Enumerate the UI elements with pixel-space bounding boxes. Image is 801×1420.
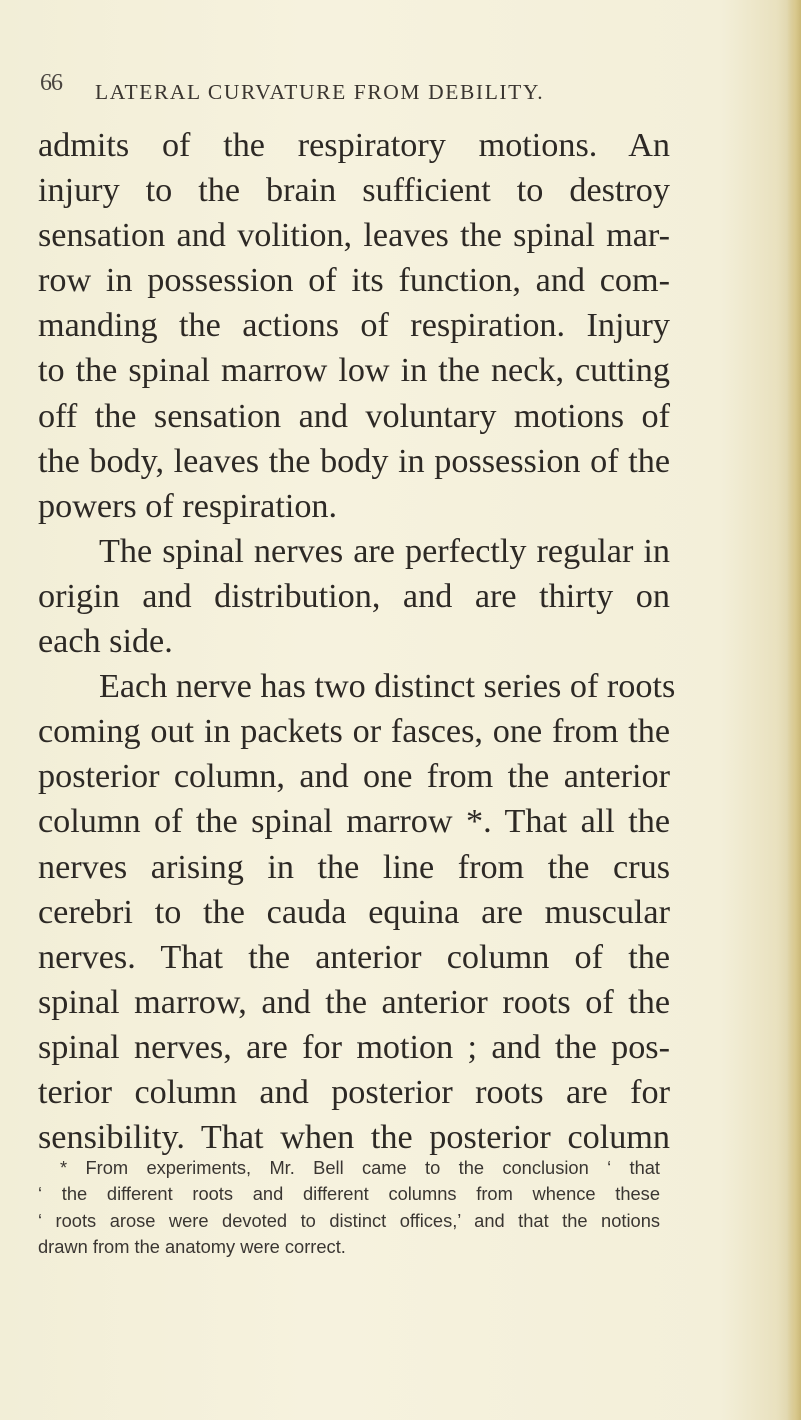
- text-line: injury to the brain sufficient to destroy: [38, 172, 670, 210]
- text-line: spinal marrow, and the anterior roots of the: [38, 983, 670, 1021]
- text-line: nerves arising in the line from the crus: [38, 848, 670, 886]
- text-line: each side.: [38, 623, 173, 661]
- footnote-line: ‘ roots arose were devoted to distinct offices,’ and that the notions: [38, 1209, 660, 1231]
- text-line: manding the actions of respiration. Injury: [38, 307, 670, 345]
- page-edge: [787, 0, 801, 1420]
- text-line: powers of respiration.: [38, 487, 338, 525]
- text-line: coming out in packets or fasces, one from the: [38, 713, 670, 751]
- text-line: off the sensation and voluntary motions of: [38, 397, 670, 435]
- text-line: posterior column, and one from the anterior: [38, 758, 670, 796]
- text-line: cerebri to the cauda equina are muscular: [38, 893, 670, 931]
- footnote-line: * From experiments, Mr. Bell came to the conclusion ‘ that: [60, 1157, 660, 1178]
- running-head: LATERAL CURVATURE FROM DEBILITY.: [95, 80, 545, 104]
- text-line: sensibility. That when the posterior column: [38, 1119, 670, 1157]
- page-number: 66: [40, 70, 62, 96]
- text-line: admits of the respiratory motions. An: [38, 127, 670, 164]
- text-line: the body, leaves the body in possession of the: [38, 442, 670, 480]
- body-text: [38, 123, 676, 1160]
- footnote-line: ‘ the different roots and different columns from whence these: [38, 1183, 660, 1205]
- text-line: sensation and volition, leaves the spinal mar-: [38, 217, 670, 255]
- text-line: nerves. That the anterior column of the: [38, 938, 670, 976]
- footnote: [38, 1155, 660, 1260]
- text-line: column of the spinal marrow *. That all the: [38, 803, 670, 841]
- text-line: to the spinal marrow low in the neck, cutting: [38, 352, 670, 390]
- text-line: Each nerve has two distinct series of roots: [99, 668, 676, 706]
- text-line: spinal nerves, are for motion ; and the pos-: [38, 1028, 670, 1066]
- text-line: terior column and posterior roots are for: [38, 1073, 670, 1111]
- text-line: origin and distribution, and are thirty on: [38, 577, 670, 615]
- text-line: The spinal nerves are perfectly regular in: [99, 532, 670, 570]
- footnote-line: drawn from the anatomy were correct.: [38, 1235, 346, 1257]
- text-line: row in possession of its function, and com-: [38, 262, 670, 300]
